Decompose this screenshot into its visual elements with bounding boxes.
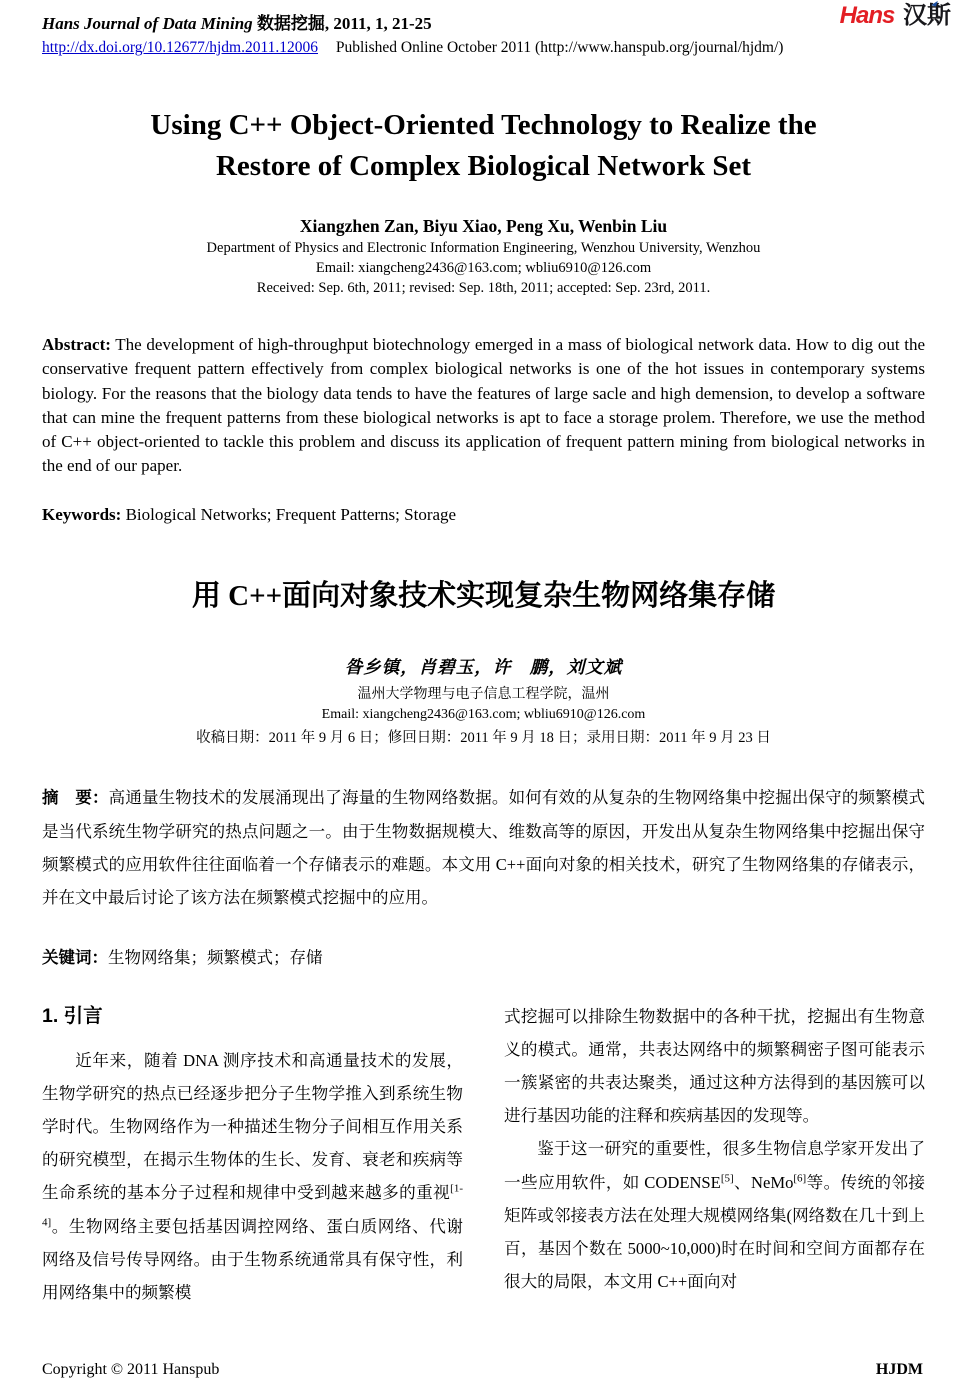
authors-english: Xiangzhen Zan, Biyu Xiao, Peng Xu, Wenbin Liu <box>299 215 668 236</box>
copyright-text: Copyright © 2011 Hanspub <box>42 1361 220 1378</box>
journal-name-chinese-issue: 数据挖掘, 2011, 1, 21-25 <box>256 14 432 33</box>
right-column <box>504 1000 925 1310</box>
author-block-english <box>0 216 967 297</box>
paper-title-english <box>0 105 967 188</box>
page-footer <box>42 1361 923 1379</box>
right-paragraph2-text-1: 鉴于这一研究的重要性，很多生物信息学家开发出了一些应用软件，如 CODENSE <box>504 1139 925 1192</box>
citation-ref-6: [6] <box>793 1172 807 1185</box>
paper-title-chinese: 用 C++面向对象技术实现复杂生物网络集存储 <box>191 579 776 612</box>
abstract-chinese <box>42 781 925 914</box>
keywords-chinese <box>42 944 925 968</box>
hans-logo-chinese: 汉斯 <box>903 2 951 29</box>
body-columns <box>42 1000 925 1310</box>
author-block-chinese <box>0 654 967 747</box>
paper-title-line2: Restore of Complex Biological Network Set <box>215 150 752 183</box>
right-paragraph2-text-3: 等。传统的邻接矩阵或邻接表方法在处理大规模网络集(网络数在几十到上百，基因个数在 5000~10,000)时在时间和空间方面都存在很大的局限，本文用 C++面向对 <box>504 1172 926 1292</box>
authors-chinese: 昝乡镇，肖碧玉，许 鹏，刘文斌 <box>344 656 623 677</box>
doi-link[interactable]: http://dx.doi.org/10.12677/hjdm.2011.12006 <box>42 39 318 56</box>
email-english: Email: xiangcheng2436@163.com; wbliu6910@126.com <box>315 259 652 276</box>
affiliation-english: Department of Physics and Electronic Information Engineering, Wenzhou University, Wenzhou <box>206 239 761 256</box>
section-1-right-paragraph-2 <box>504 1132 925 1298</box>
hans-logo-latin: Hans <box>839 2 895 29</box>
affiliation-chinese: 温州大学物理与电子信息工程学院，温州 <box>357 686 610 702</box>
keywords-label-english: Keywords: <box>42 504 122 524</box>
journal-citation-line <box>42 9 923 34</box>
publication-info-line <box>42 39 923 57</box>
journal-name-english: Hans Journal of Data Mining <box>42 14 253 33</box>
keywords-english <box>42 505 925 525</box>
abstract-english <box>42 333 925 479</box>
keywords-text-english: Biological Networks; Frequent Patterns; Storage <box>121 504 457 524</box>
left-column <box>42 1000 463 1310</box>
keywords-text-chinese: 生物网络集；频繁模式；存储 <box>108 947 323 967</box>
page-header <box>0 0 967 57</box>
abstract-text-english: The development of high-throughput biotechnology emerged in a mass of biological network data. How to dig out the conservative frequent pattern effectively from complex biological networks is one of the hot issues in contemporary systems biology. For the reasons that the biology data tends to have the features of large sacle and high demension, to develop a software that can mine the frequent patterns from these biological networks is apt to face a storage prolem. Therefore, we use the method of C++ object-oriented to tackle this problem and discuss its application of frequent pattern mining from biological networks in the end of our paper. <box>42 334 925 476</box>
journal-abbreviation: HJDM <box>875 1361 923 1378</box>
right-paragraph2-text-2: 、NeMo <box>733 1172 794 1192</box>
section-1-right-paragraph-1: 式挖掘可以排除生物数据中的各种干扰，挖掘出有生物意义的模式。通常，共表达网络中的频繁稠密子图可能表示一簇紧密的共表达聚类，通过这种方法得到的基因簇可以进行基因功能的注释和疾病基因的发现等。 <box>504 1006 925 1126</box>
keywords-label-chinese: 关键词： <box>42 948 108 967</box>
section-1-heading: 1. 引言 <box>42 1004 103 1027</box>
abstract-text-chinese: 高通量生物技术的发展涌现出了海量的生物网络数据。如何有效的从复杂的生物网络集中挖掘出保守的频繁模式是当代系统生物学研究的热点问题之一。由于生物数据规模大、维数高等的原因，开发出从复杂生物网络集中挖掘出保守频繁模式的应用软件往往面临着一个存储表示的难题。本文用 C++面向对象的相关技术，研究了生物网络集的存储表示，并在文中最后讨论了该方法在频繁模式挖掘中的应用。 <box>42 787 926 907</box>
received-dates-english: Received: Sep. 6th, 2011; revised: Sep. 18th, 2011; accepted: Sep. 23rd, 2011. <box>256 279 711 296</box>
left-paragraph-text-2: 。生物网络主要包括基因调控网络、蛋白质网络、代谢网络及信号传导网络。由于生物系统通常具有保守性，利用网络集中的频繁模 <box>42 1216 463 1303</box>
paper-title-line1: Using C++ Object-Oriented Technology to Realize the <box>150 109 817 141</box>
abstract-label-chinese: 摘 要： <box>42 788 109 807</box>
email-chinese: Email: xiangcheng2436@163.com; wbliu6910@126.com <box>321 706 646 722</box>
published-online-text: Published Online October 2011 (http://www.hanspub.org/journal/hjdm/) <box>335 39 784 56</box>
left-paragraph-text-1: 近年来，随着 DNA 测序技术和高通量技术的发展，生物学研究的热点已经逐步把分子生物学推入到系统生物学时代。生物网络作为一种描述生物分子间相互作用关系的研究模型，在揭示生物体的生长、发育、衰老和疾病等生命系统的基本分子过程和规律中受到越来越多的重视 <box>42 1050 463 1203</box>
section-1-left-paragraph <box>42 1044 463 1310</box>
hans-logo <box>840 4 951 28</box>
citation-ref-1-4: [1-4] <box>42 1182 463 1229</box>
citation-ref-5: [5] <box>720 1172 734 1185</box>
received-dates-chinese: 收稿日期：2011 年 9 月 6 日；修回日期：2011 年 9 月 18 日；录用日期：2011 年 9 月 23 日 <box>196 729 771 746</box>
abstract-label-english: Abstract: <box>42 334 111 354</box>
